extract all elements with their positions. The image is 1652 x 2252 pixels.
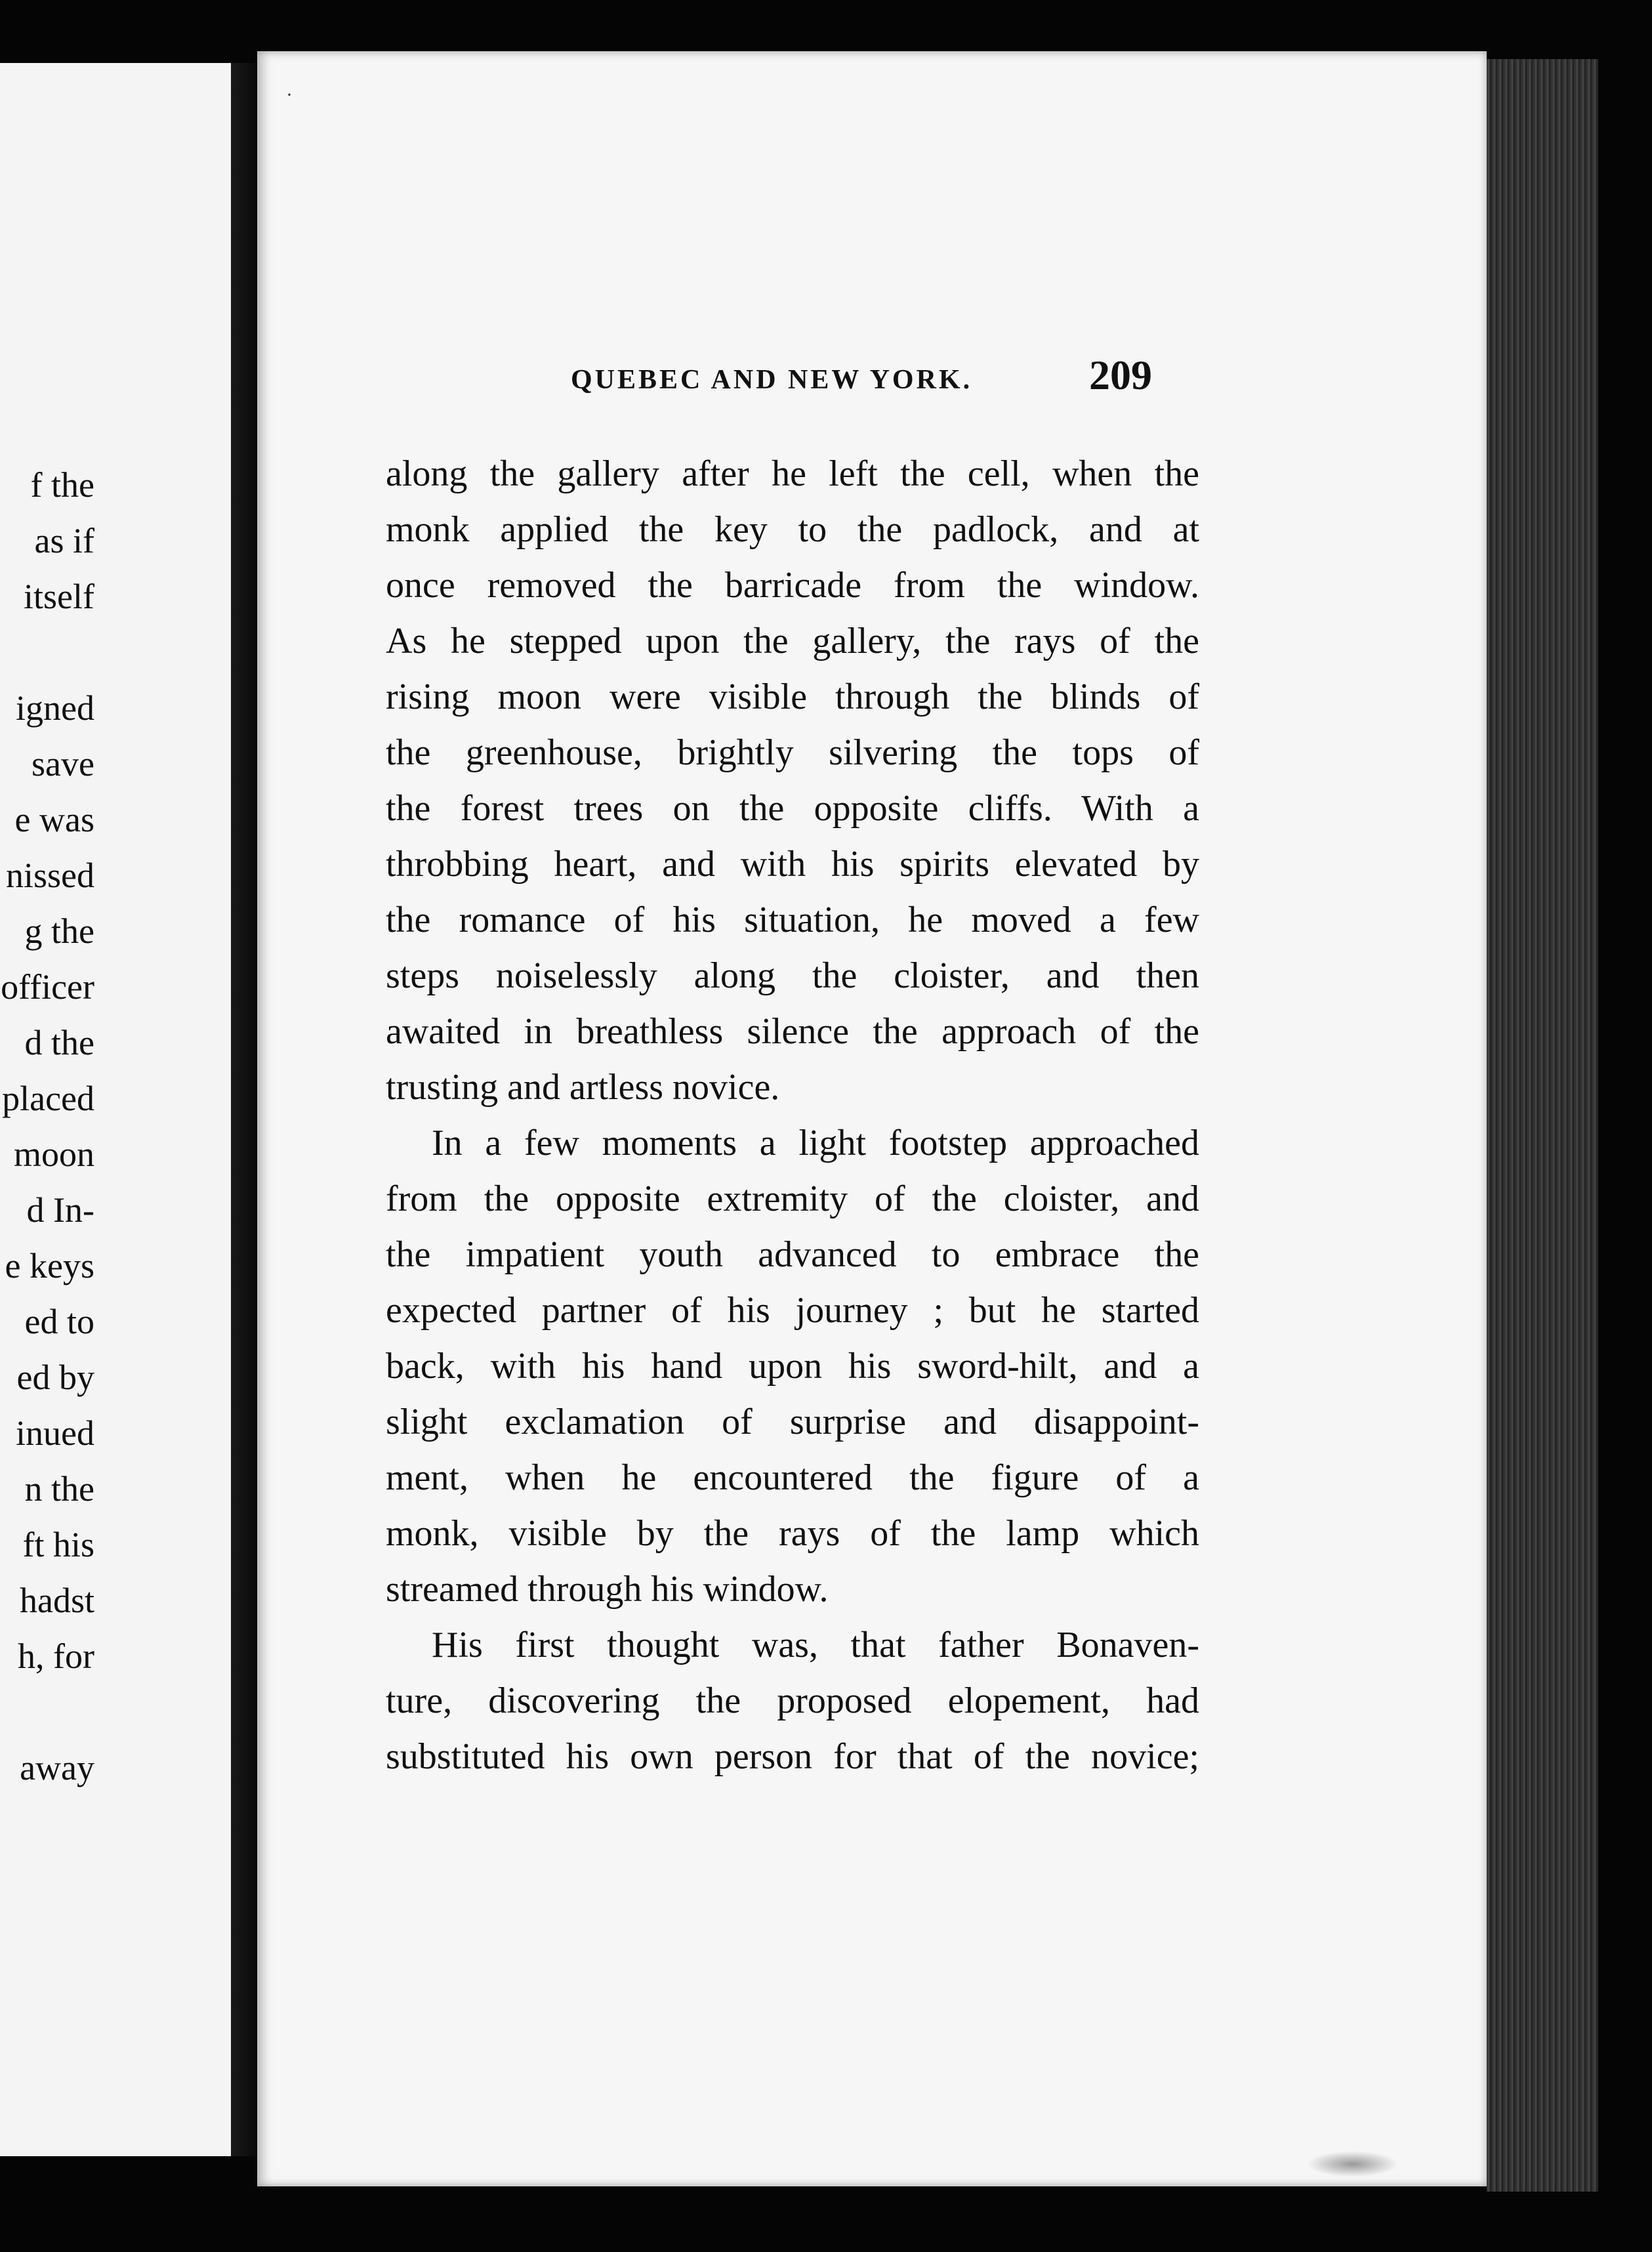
text-line: from the opposite extremity of the cloister, and xyxy=(386,1178,1199,1219)
left-page-line: g the xyxy=(24,911,94,951)
left-page-line: hadst xyxy=(20,1581,94,1620)
text-line: streamed through his window. xyxy=(386,1569,829,1610)
left-page-line: moon xyxy=(13,1135,94,1174)
left-page-line: h, for xyxy=(18,1637,94,1676)
text-line: ment, when he encountered the figure of a xyxy=(386,1457,1199,1498)
left-page-line: officer xyxy=(1,967,94,1007)
left-page-line: e was xyxy=(14,800,94,839)
paragraph xyxy=(386,1617,1199,1785)
text-line: slight exclamation of surprise and disappoint- xyxy=(386,1402,1199,1442)
left-page-line: ed to xyxy=(24,1302,94,1341)
left-page-line: itself xyxy=(24,577,94,616)
text-line: monk applied the key to the padlock, and at xyxy=(386,509,1199,550)
paragraph xyxy=(386,1116,1199,1617)
print-speck: · xyxy=(286,84,293,106)
text-line: the greenhouse, brightly silvering the tops of xyxy=(386,732,1199,773)
text-line: back, with his hand upon his sword-hilt, and a xyxy=(386,1346,1199,1387)
paragraph xyxy=(386,446,1199,1116)
text-line: the romance of his situation, he moved a few xyxy=(386,900,1199,940)
left-facing-page xyxy=(0,63,235,2156)
page-smudge xyxy=(1307,2151,1399,2177)
left-page-line: f the xyxy=(30,465,94,505)
text-line: along the gallery after he left the cell, when the xyxy=(386,453,1199,494)
text-line: the forest trees on the opposite cliffs. With a xyxy=(386,788,1199,829)
text-line: steps noiselessly along the cloister, and then xyxy=(386,955,1199,996)
text-line: throbbing heart, and with his spirits elevated by xyxy=(386,844,1199,885)
left-page-line: d the xyxy=(24,1023,94,1062)
left-page-line: nissed xyxy=(6,856,94,895)
left-page-line: away xyxy=(20,1748,94,1787)
page-block-edges xyxy=(1487,59,1598,2192)
text-line: ture, discovering the proposed elopement, had xyxy=(386,1680,1199,1721)
page-number: 209 xyxy=(1089,352,1152,398)
left-page-line: e keys xyxy=(5,1246,94,1285)
text-line: the impatient youth advanced to embrace the xyxy=(386,1234,1199,1275)
left-page-line: d In- xyxy=(26,1190,94,1230)
text-line: In a few moments a light footstep approached xyxy=(432,1123,1199,1163)
text-line: substituted his own person for that of the novice; xyxy=(386,1736,1199,1777)
text-line: awaited in breathless silence the approach of the xyxy=(386,1011,1199,1052)
left-page-line: inued xyxy=(16,1413,94,1453)
book-gutter xyxy=(231,63,256,2156)
text-line: His first thought was, that father Bonaven- xyxy=(432,1625,1199,1665)
text-line: monk, visible by the rays of the lamp which xyxy=(386,1513,1199,1554)
running-head: QUEBEC AND NEW YORK. xyxy=(571,365,973,395)
left-page-line: igned xyxy=(16,688,94,728)
text-line: once removed the barricade from the window. xyxy=(386,565,1199,606)
left-page-line: n the xyxy=(24,1469,94,1509)
left-page-line: save xyxy=(31,744,94,783)
text-line: trusting and artless novice. xyxy=(386,1067,780,1108)
left-page-line: placed xyxy=(2,1079,94,1118)
text-line: rising moon were visible through the blinds of xyxy=(386,677,1199,717)
left-page-line: as if xyxy=(34,521,94,560)
left-page-line: ft his xyxy=(22,1525,94,1564)
text-line: As he stepped upon the gallery, the rays of the xyxy=(386,621,1199,661)
text-line: expected partner of his journey ; but he started xyxy=(386,1290,1199,1331)
left-page-line: ed by xyxy=(16,1358,94,1397)
body-text xyxy=(386,446,1199,1785)
